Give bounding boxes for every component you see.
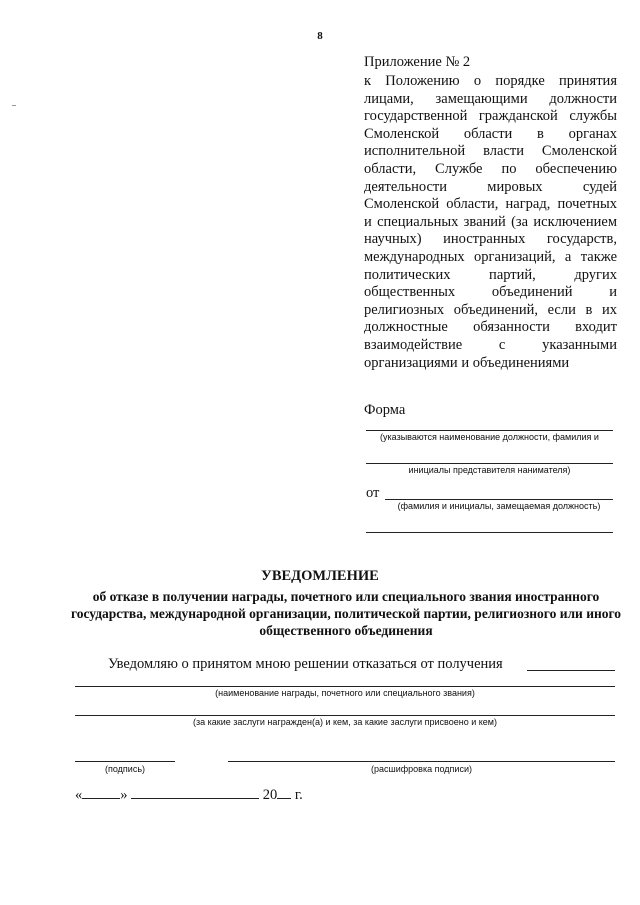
notice-title: УВЕДОМЛЕНИЕ [261, 568, 379, 584]
date-row [75, 786, 303, 804]
addressee-caption-2: инициалы представителя нанимателя) [408, 465, 571, 475]
appendix-title: Приложение № 2 [364, 54, 471, 70]
from-line-2 [366, 532, 613, 533]
year-suffix: г. [294, 787, 303, 803]
form-label: Форма [364, 402, 406, 418]
notice-text: Уведомляю о принятом мною решении отказаться от получения [108, 656, 503, 672]
addressee-line-1 [366, 430, 613, 431]
award-caption: (наименование награды, почетного или специального звания) [215, 688, 475, 698]
from-label: от [366, 485, 380, 501]
award-line [75, 686, 615, 687]
margin-mark [12, 105, 16, 106]
appendix-body: к Положению о порядке принятия лицами, замещающими должности государственной гражданской службы Смоленской области в органах исполнительной власти Смоленской области, Службе по обеспечению деятельности мировых судей Смоленской области, наград, почетных и специальных званий (за исключением научных) иностранных государств, международных организаций, а также политических партий, других общественных объединений и религиозных объединений, если в их должностные обязанности входит взаимодействие с указанными организациями и объединениями [364, 73, 617, 371]
decoding-caption: (расшифровка подписи) [371, 764, 472, 774]
page-number: 8 [317, 30, 323, 42]
from-line [385, 499, 613, 500]
signature-caption: (подпись) [104, 764, 146, 774]
notice-subtitle: об отказе в получении награды, почетного или специального звания иностранного государства, международной организации, политической партии, религиозного или иного общественного объединения [70, 589, 622, 638]
addressee-line-2 [366, 463, 613, 464]
merits-caption: (за какие заслуги награжден(а) и кем, за какие заслуги присвоено и кем) [193, 717, 497, 727]
decoding-line [228, 761, 615, 762]
merits-line [75, 715, 615, 716]
from-caption: (фамилия и инициалы, замещаемая должность) [397, 501, 601, 511]
year-blank [277, 786, 291, 799]
award-inline-line [527, 670, 615, 671]
date-open-quote: « [75, 787, 83, 803]
addressee-caption-1: (указываются наименование должности, фамилия и [380, 432, 599, 442]
month-blank [131, 786, 259, 799]
year-prefix: 20 [262, 787, 278, 803]
date-close-quote: » [120, 787, 128, 803]
signature-line [75, 761, 175, 762]
day-blank [82, 786, 120, 799]
